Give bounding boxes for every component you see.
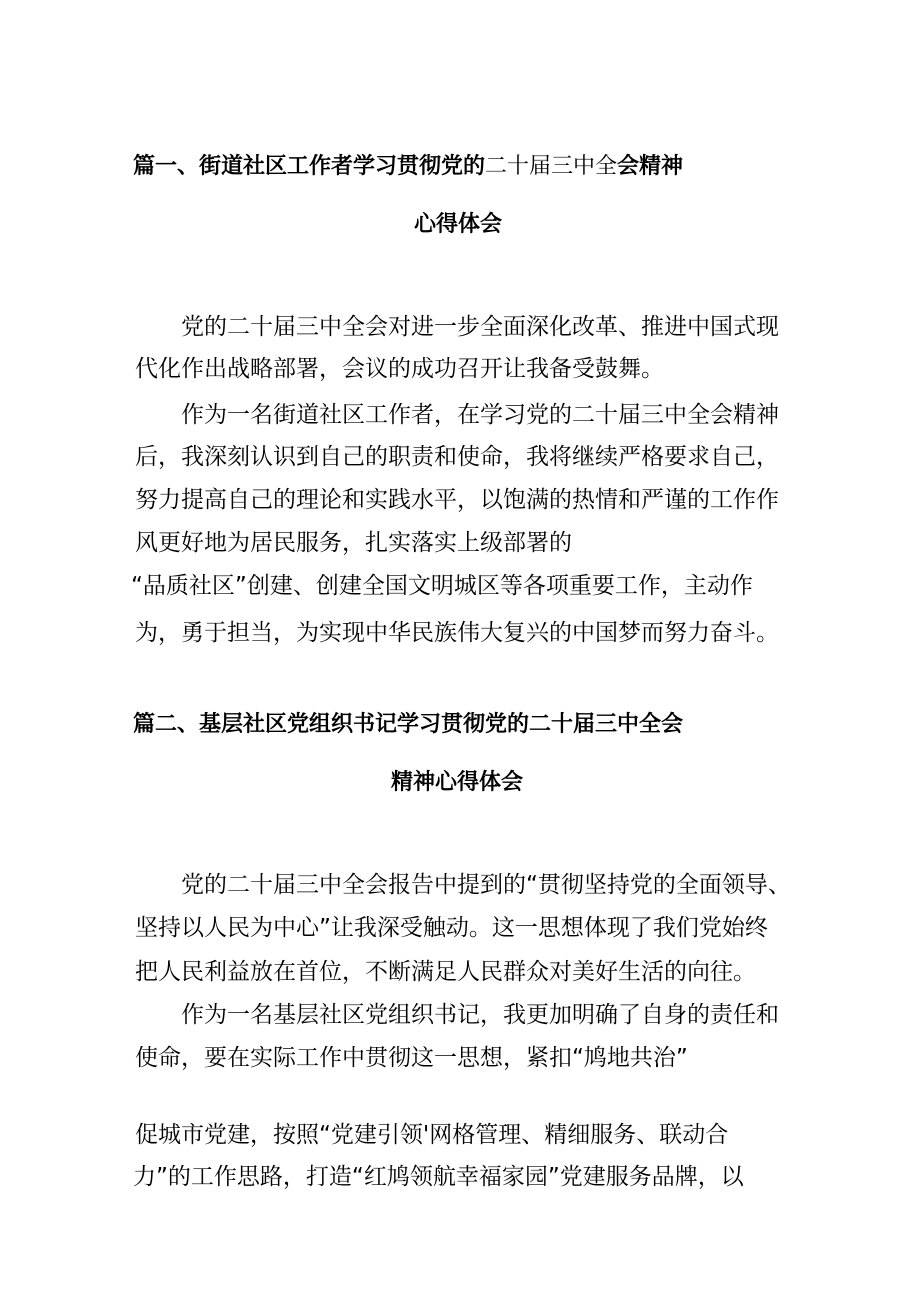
section2-paragraph1-line1: 党的二十届三中全会报告中提到的“贯彻坚持党的全面领导、 xyxy=(181,872,791,898)
section1-paragraph2-line4: 风更好地为居民服务，扎实落实上级部署的 xyxy=(135,530,572,556)
section2-paragraph1-line2: 坚持以人民为中心”让我深受触动。这一思想体现了我们党始终 xyxy=(135,915,768,941)
section1-paragraph2-line5: “品质社区”创建、创建全国文明城区等各项重要工作，主动作 xyxy=(131,573,753,599)
section1-heading-part-a: 篇一、街道社区工作者学习贯彻党的 xyxy=(133,154,486,179)
section2-paragraph3-line1: 促城市党建，按照“党建引领'网格管理、精细服务、联动合 xyxy=(135,1122,729,1148)
section2-paragraph2-line2: 使命，要在实际工作中贯彻这一思想，紧扣“鸠地共治” xyxy=(135,1045,688,1071)
section2-paragraph3-line2: 力”的工作思路，打造“红鸠领航幸福家园”党建服务品牌，以 xyxy=(133,1164,744,1190)
section1-subtitle: 心得体会 xyxy=(414,212,503,237)
section1-heading xyxy=(133,152,683,182)
section2-paragraph1-line3: 把人民利益放在首位，不断满足人民群众对美好生活的向往。 xyxy=(135,959,756,985)
section2-subtitle: 精神心得体会 xyxy=(391,770,524,795)
section2-paragraph2-line1: 作为一名基层社区党组织书记，我更加明确了自身的责任和 xyxy=(181,1002,779,1028)
section1-heading-part-c: 会精神 xyxy=(617,154,684,179)
section1-paragraph1-line1: 党的二十届三中全会对进一步全面深化改革、推进中国式现 xyxy=(181,314,779,340)
section1-paragraph2-line1: 作为一名街道社区工作者，在学习党的二十届三中全会精神 xyxy=(181,402,779,428)
section1-paragraph1-line2: 代化作出战略部署，会议的成功召开让我备受鼓舞。 xyxy=(135,356,664,382)
section1-paragraph2-line3: 努力提高自己的理论和实践水平，以饱满的热情和严谨的工作作 xyxy=(135,487,779,513)
section1-paragraph2-line6: 为，勇于担当，为实现中华民族伟大复兴的中国梦而努力奋斗。 xyxy=(135,620,779,646)
section2-heading: 篇二、基层社区党组织书记学习贯彻党的二十届三中全会 xyxy=(133,712,684,737)
section1-heading-part-b: 二十届三中全 xyxy=(485,154,618,179)
section1-paragraph2-line2: 后，我深刻认识到自己的职责和使命，我将继续严格要求自己， xyxy=(135,444,779,470)
